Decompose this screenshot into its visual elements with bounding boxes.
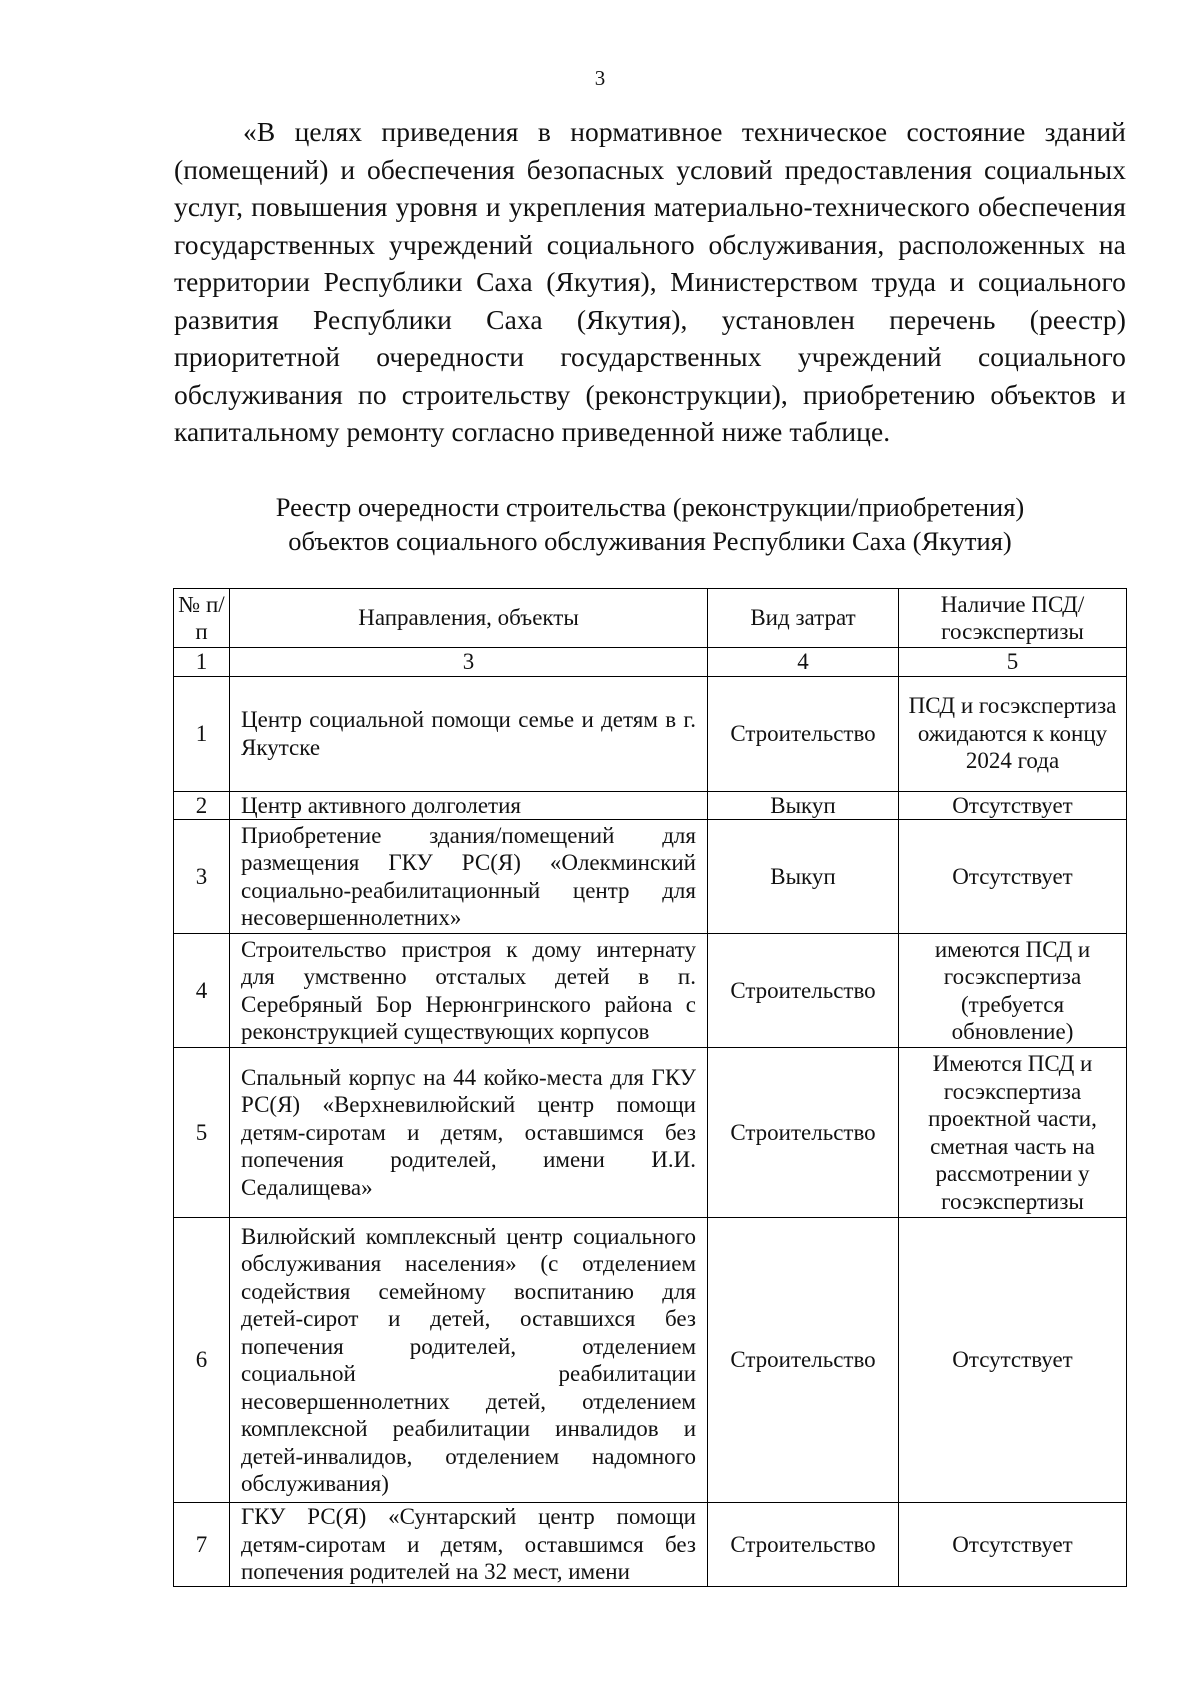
table-row xyxy=(174,1048,1127,1218)
header-num: № п/п xyxy=(174,589,230,648)
row-cost-type: Строительство xyxy=(708,1048,899,1218)
row-psd: Отсутствует xyxy=(899,820,1127,934)
row-psd: Отсутствует xyxy=(899,1218,1127,1503)
row-number: 1 xyxy=(174,676,230,791)
table-row xyxy=(174,934,1127,1048)
row-cost-type: Строительство xyxy=(708,676,899,791)
column-number: 3 xyxy=(230,648,708,677)
row-cost-type: Строительство xyxy=(708,1503,899,1587)
row-number: 5 xyxy=(174,1048,230,1218)
registry-title-line-1: Реестр очередности строительства (реконструкции/приобретения) xyxy=(275,492,1025,522)
table-row xyxy=(174,676,1127,791)
table-row xyxy=(174,1218,1127,1503)
row-number: 3 xyxy=(174,820,230,934)
column-number: 4 xyxy=(708,648,899,677)
column-number-row xyxy=(174,648,1127,677)
column-number: 5 xyxy=(899,648,1127,677)
row-cost-type: Выкуп xyxy=(708,791,899,820)
table-row xyxy=(174,1503,1127,1587)
row-object: Вилюйский комплексный центр социального обслуживания населения» (с отделением содействия семейному воспитанию для детей-сирот и детей, оставшихся без попечения родителей, отделением социальной реабилитации несовершеннолетних детей, отделением комплексной реабилитации инвалидов и детей-инвалидов, отделением надомного обслуживания) xyxy=(230,1218,708,1503)
table-row xyxy=(174,791,1127,820)
header-cost-type: Вид затрат xyxy=(708,589,899,648)
header-object: Направления, объекты xyxy=(230,589,708,648)
row-object: Строительство пристроя к дому интернату для умственно отсталых детей в п. Серебряный Бор Нерюнгринского района с реконструкцией существующих корпусов xyxy=(230,934,708,1048)
row-object: Приобретение здания/помещений для размещения ГКУ РС(Я) «Олекминский социально-реабилитационный центр для несовершеннолетних» xyxy=(230,820,708,934)
row-object: ГКУ РС(Я) «Сунтарский центр помощи детям-сиротам и детям, оставшимся без попечения родителей на 32 мест, имени xyxy=(230,1503,708,1587)
row-psd: Отсутствует xyxy=(899,791,1127,820)
row-psd: Отсутствует xyxy=(899,1503,1127,1587)
table-header-row xyxy=(174,589,1127,648)
row-number: 2 xyxy=(174,791,230,820)
row-object: Центр активного долголетия xyxy=(230,791,708,820)
registry-title-line-2: объектов социального обслуживания Республики Саха (Якутия) xyxy=(288,526,1012,556)
page-number: 3 xyxy=(594,66,606,90)
header-psd: Наличие ПСД/ госэкспертизы xyxy=(899,589,1127,648)
registry-title xyxy=(160,490,1140,558)
row-psd: ПСД и госэкспертиза ожидаются к концу 2024 года xyxy=(899,676,1127,791)
row-psd: имеются ПСД и госэкспертиза (требуется обновление) xyxy=(899,934,1127,1048)
table-row xyxy=(174,820,1127,934)
row-cost-type: Выкуп xyxy=(708,820,899,934)
registry-table xyxy=(173,588,1127,1587)
row-psd: Имеются ПСД и госэкспертиза проектной части, сметная часть на рассмотрении у госэкспертизы xyxy=(899,1048,1127,1218)
intro-paragraph: «В целях приведения в нормативное техническое состояние зданий (помещений) и обеспечения безопасных условий предоставления социальных услуг, повышения уровня и укрепления материально-технического обеспечения государственных учреждений социального обслуживания, расположенных на территории Республики Саха (Якутия), Министерством труда и социального развития Республики Саха (Якутия), установлен перечень (реестр) приоритетной очередности государственных учреждений социального обслуживания по строительству (реконструкции), приобретению объектов и капитальному ремонту согласно приведенной ниже таблице. xyxy=(174,116,1126,447)
row-object: Центр социальной помощи семье и детям в г. Якутске xyxy=(230,676,708,791)
row-number: 7 xyxy=(174,1503,230,1587)
row-number: 4 xyxy=(174,934,230,1048)
row-cost-type: Строительство xyxy=(708,934,899,1048)
row-cost-type: Строительство xyxy=(708,1218,899,1503)
column-number: 1 xyxy=(174,648,230,677)
row-number: 6 xyxy=(174,1218,230,1503)
row-object: Спальный корпус на 44 койко-места для ГКУ РС(Я) «Верхневилюйский центр помощи детям-сиротам и детям, оставшимся без попечения родителей, имени И.И. Седалищева» xyxy=(230,1048,708,1218)
